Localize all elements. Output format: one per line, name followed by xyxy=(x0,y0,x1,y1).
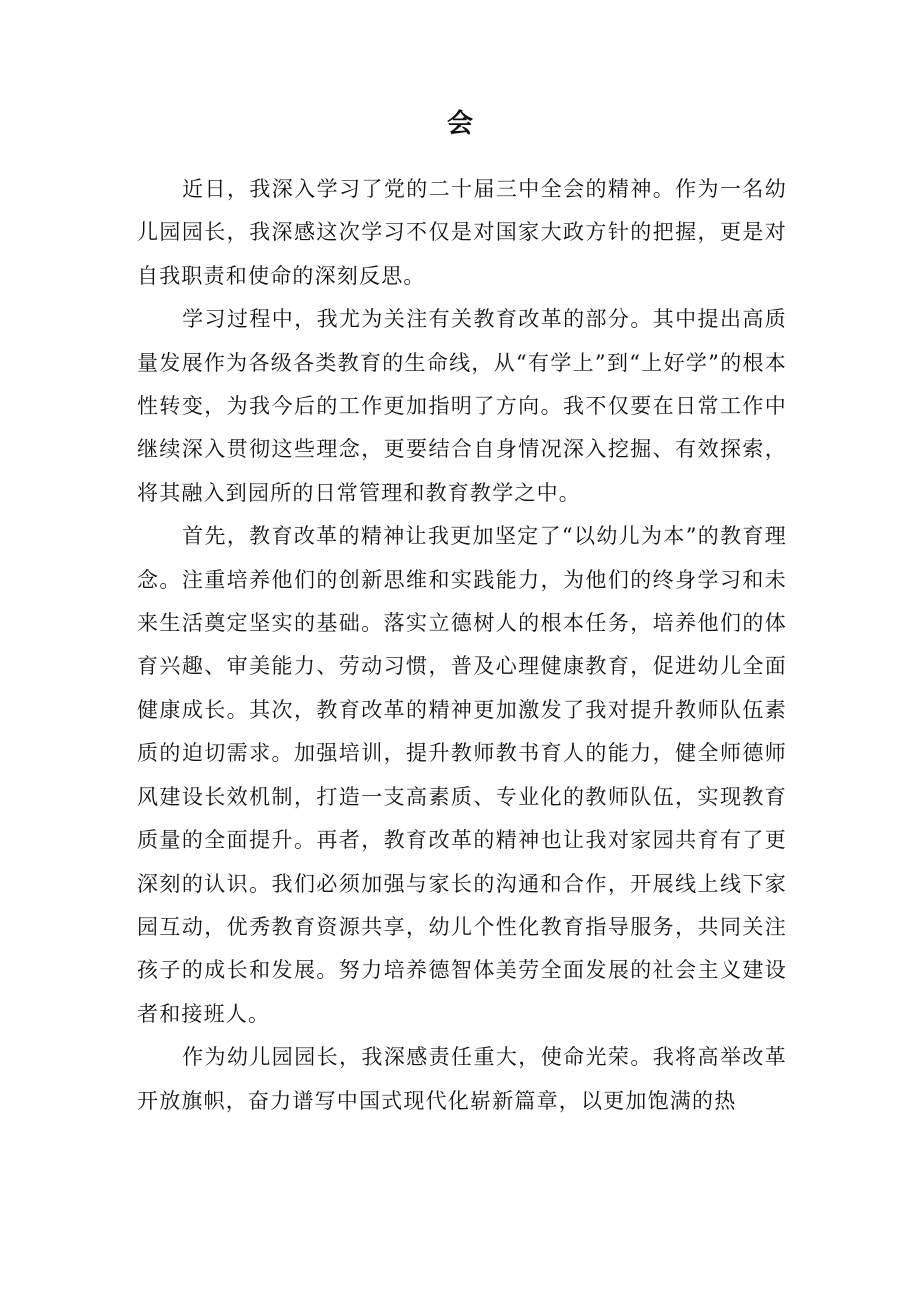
paragraph-2: 学习过程中，我尤为关注有关教育改革的部分。其中提出高质量发展作为各级各类教育的生命线，从“有学上”到“上好学”的根本性转变，为我今后的工作更加指明了方向。我不仅要在日常工作中继续深入贯彻这些理念，更要结合自身情况深入挖掘、有效探索，将其融入到园所的日常管理和教育教学之中。 xyxy=(137,307,787,505)
paragraph-1: 近日，我深入学习了党的二十届三中全会的精神。作为一名幼儿园园长，我深感这次学习不仅是对国家大政方针的把握，更是对自我职责和使命的深刻反思。 xyxy=(137,177,787,288)
paragraph-4: 作为幼儿园园长，我深感责任重大，使命光荣。我将高举改革开放旗帜，奋力谱写中国式现代化崭新篇章，以更加饱满的热 xyxy=(137,1045,787,1113)
paragraph-3: 首先，教育改革的精神让我更加坚定了“以幼儿为本”的教育理念。注重培养他们的创新思维和实践能力，为他们的终身学习和未来生活奠定坚实的基础。落实立德树人的根本任务，培养他们的体育兴趣、审美能力、劳动习惯，普及心理健康教育，促进幼儿全面健康成长。其次，教育改革的精神更加激发了我对提升教师队伍素质的迫切需求。加强培训，提升教师教书育人的能力，健全师德师风建设长效机制，打造一支高素质、专业化的教师队伍，实现教育质量的全面提升。再者，教育改革的精神也让我对家园共育有了更深刻的认识。我们必须加强与家长的沟通和合作，开展线上线下家园互动，优秀教育资源共享，幼儿个性化教育指导服务，共同关注孩子的成长和发展。努力培养德智体美劳全面发展的社会主义建设者和接班人。 xyxy=(137,524,787,1026)
page-title: 会 xyxy=(446,109,473,139)
document-body xyxy=(137,168,787,1123)
